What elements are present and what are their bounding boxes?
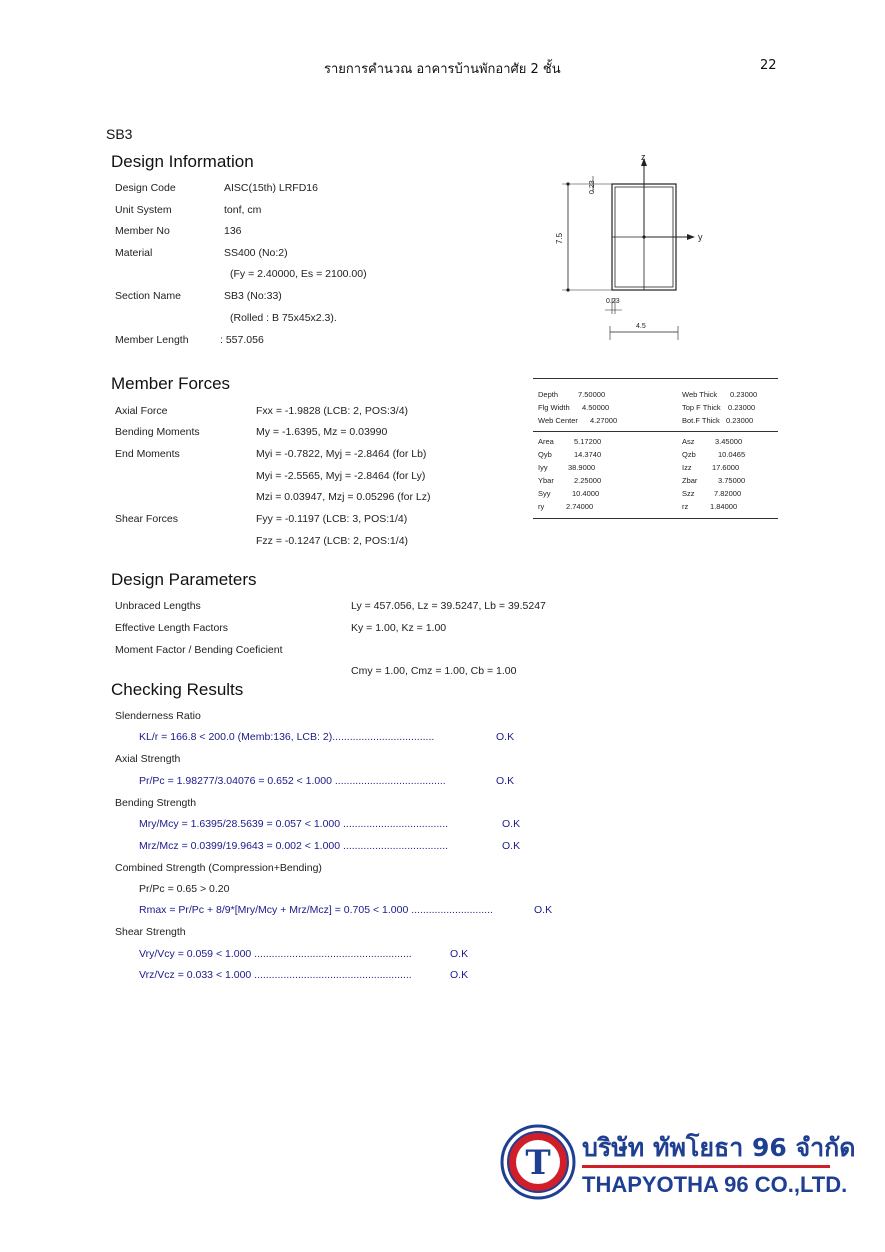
y-arrow <box>687 234 695 240</box>
prop-key: rz <box>682 502 689 511</box>
row-value: My = -1.6395, Mz = 0.03990 <box>256 426 388 438</box>
company-name-thai: บริษัท ทัพโยธา 96 จำกัด <box>582 1133 856 1162</box>
document-header-title: รายการคำนวณ อาคารบ้านพักอาศัย 2 ชั้น <box>324 62 561 77</box>
table-mid-rule <box>533 431 778 432</box>
prop-value: 5.17200 <box>574 437 602 446</box>
table-bottom-rule <box>533 518 778 519</box>
prop-key: Qzb <box>682 450 696 459</box>
prop-key: Bot.F Thick <box>682 416 720 425</box>
prop-value: 0.23000 <box>726 416 754 425</box>
prop-value: 14.3740 <box>574 450 602 459</box>
prop-value: 0.23000 <box>730 390 758 399</box>
checking-results-heading: Checking Results <box>111 680 244 699</box>
check-line: Vry/Vcy = 0.059 < 1.000 ...................................................... <box>139 948 412 960</box>
prop-key: Area <box>538 437 554 446</box>
dim-bottom-label: 0.23 <box>606 298 620 305</box>
check-line: Vrz/Vcz = 0.033 < 1.000 ...................................................... <box>139 969 412 981</box>
check-ok: O.K <box>450 969 469 981</box>
design-parameters-heading: Design Parameters <box>111 570 257 589</box>
member-forces-heading: Member Forces <box>111 374 231 393</box>
logo-divider <box>582 1165 830 1168</box>
prop-key: Web Center <box>538 416 578 425</box>
prop-value: 3.75000 <box>718 476 746 485</box>
row-value: Myi = -2.5565, Myj = -2.8464 (for Ly) <box>256 470 426 482</box>
prop-key: Iyy <box>538 463 548 472</box>
check-group-title: Bending Strength <box>115 797 197 809</box>
prop-value: 1.84000 <box>710 502 738 511</box>
row-value: 136 <box>224 225 242 237</box>
dim-top-label: 0.23 <box>589 180 596 194</box>
prop-key: Qyb <box>538 450 552 459</box>
member-id: SB3 <box>106 126 133 142</box>
prop-key: Depth <box>538 390 559 399</box>
prop-key: ry <box>538 502 545 511</box>
check-ok: O.K <box>496 731 515 743</box>
row-value: Fyy = -0.1197 (LCB: 3, POS:1/4) <box>256 513 408 525</box>
prop-key: Web Thick <box>682 390 718 399</box>
row-label: Design Code <box>115 182 176 194</box>
row-value: Myi = -0.7822, Myj = -2.8464 (for Lb) <box>256 448 427 460</box>
row-label: Shear Forces <box>115 513 179 525</box>
row-label: Moment Factor / Bending Coeficient <box>115 644 283 656</box>
row-value: : 557.056 <box>220 334 264 346</box>
row-value: Ly = 457.056, Lz = 39.5247, Lb = 39.5247 <box>351 600 546 612</box>
logo-emblem-icon <box>500 1124 576 1200</box>
prop-value: 38.9000 <box>568 463 596 472</box>
check-ok: O.K <box>450 948 469 960</box>
check-line: Mry/Mcy = 1.6395/28.5639 = 0.057 < 1.000 .................................... <box>139 818 449 830</box>
row-value: (Fy = 2.40000, Es = 2100.00) <box>230 268 367 280</box>
row-label: Member No <box>115 225 170 237</box>
prop-key: Top F Thick <box>682 403 721 412</box>
prop-value: 0.23000 <box>728 403 756 412</box>
prop-value: 17.6000 <box>712 463 740 472</box>
row-label: Material <box>115 247 153 259</box>
row-value: SS400 (No:2) <box>224 247 288 259</box>
check-line: Rmax = Pr/Pc + 8/9*[Mry/Mcy + Mrz/Mcz] = 0.705 < 1.000 ............................ <box>139 904 493 916</box>
row-label: Unit System <box>115 204 172 216</box>
prop-value: 2.25000 <box>574 476 602 485</box>
row-label: Section Name <box>115 290 181 302</box>
section-sketch <box>550 148 720 348</box>
prop-value: 3.45000 <box>715 437 743 446</box>
design-information-heading: Design Information <box>111 152 254 171</box>
row-value: Fxx = -1.9828 (LCB: 2, POS:3/4) <box>256 405 409 417</box>
check-line: Mrz/Mcz = 0.0399/19.9643 = 0.002 < 1.000 .................................... <box>139 840 449 852</box>
check-line: Pr/Pc = 1.98277/3.04076 = 0.652 < 1.000 ...................................... <box>139 775 446 787</box>
prop-value: 4.50000 <box>582 403 610 412</box>
prop-value: 10.0465 <box>718 450 746 459</box>
row-value: AISC(15th) LRFD16 <box>224 182 318 194</box>
row-label: Member Length <box>115 334 189 346</box>
prop-value: 7.50000 <box>578 390 606 399</box>
row-label: Effective Length Factors <box>115 622 229 634</box>
prop-value: 7.82000 <box>714 489 742 498</box>
row-value: Ky = 1.00, Kz = 1.00 <box>351 622 447 634</box>
row-value: (Rolled : B 75x45x2.3). <box>230 312 337 324</box>
prop-key: Zbar <box>682 476 698 485</box>
check-ok: O.K <box>502 818 521 830</box>
dim-width-label: 4.5 <box>636 323 646 330</box>
row-value: Mzi = 0.03947, Mzj = 0.05296 (for Lz) <box>256 491 431 503</box>
check-group-title: Axial Strength <box>115 753 181 765</box>
z-axis-label: z <box>641 152 646 162</box>
check-ok: O.K <box>534 904 553 916</box>
prop-value: 10.4000 <box>572 489 600 498</box>
y-axis-label: y <box>698 232 703 242</box>
row-value: SB3 (No:33) <box>224 290 282 302</box>
prop-key: Izz <box>682 463 692 472</box>
check-group-title: Combined Strength (Compression+Bending) <box>115 862 322 874</box>
check-ok: O.K <box>502 840 521 852</box>
check-group-title: Slenderness Ratio <box>115 710 201 722</box>
check-ok: O.K <box>496 775 515 787</box>
page-number: 22 <box>760 58 777 73</box>
check-group-title: Shear Strength <box>115 926 186 938</box>
prop-value: 4.27000 <box>590 416 618 425</box>
row-label: Unbraced Lengths <box>115 600 201 612</box>
prop-value: 2.74000 <box>566 502 594 511</box>
row-value: tonf, cm <box>224 204 262 216</box>
prop-key: Szz <box>682 489 695 498</box>
row-value: Cmy = 1.00, Cmz = 1.00, Cb = 1.00 <box>351 665 517 677</box>
prop-key: Ybar <box>538 476 554 485</box>
table-top-rule <box>533 378 778 379</box>
check-line: Pr/Pc = 0.65 > 0.20 <box>139 883 230 895</box>
check-line: KL/r = 166.8 < 200.0 (Memb:136, LCB: 2)................................... <box>139 731 435 743</box>
prop-key: Syy <box>538 489 551 498</box>
company-name-english: THAPYOTHA 96 CO.,LTD. <box>582 1172 848 1197</box>
prop-key: Asz <box>682 437 695 446</box>
row-label: Bending Moments <box>115 426 200 438</box>
svg-text:T: T <box>525 1143 551 1183</box>
centroid <box>642 235 645 238</box>
row-label: End Moments <box>115 448 180 460</box>
dim-height-label: 7.5 <box>555 232 564 244</box>
row-label: Axial Force <box>115 405 168 417</box>
row-value: Fzz = -0.1247 (LCB: 2, POS:1/4) <box>256 535 409 547</box>
prop-key: Flg Width <box>538 403 570 412</box>
